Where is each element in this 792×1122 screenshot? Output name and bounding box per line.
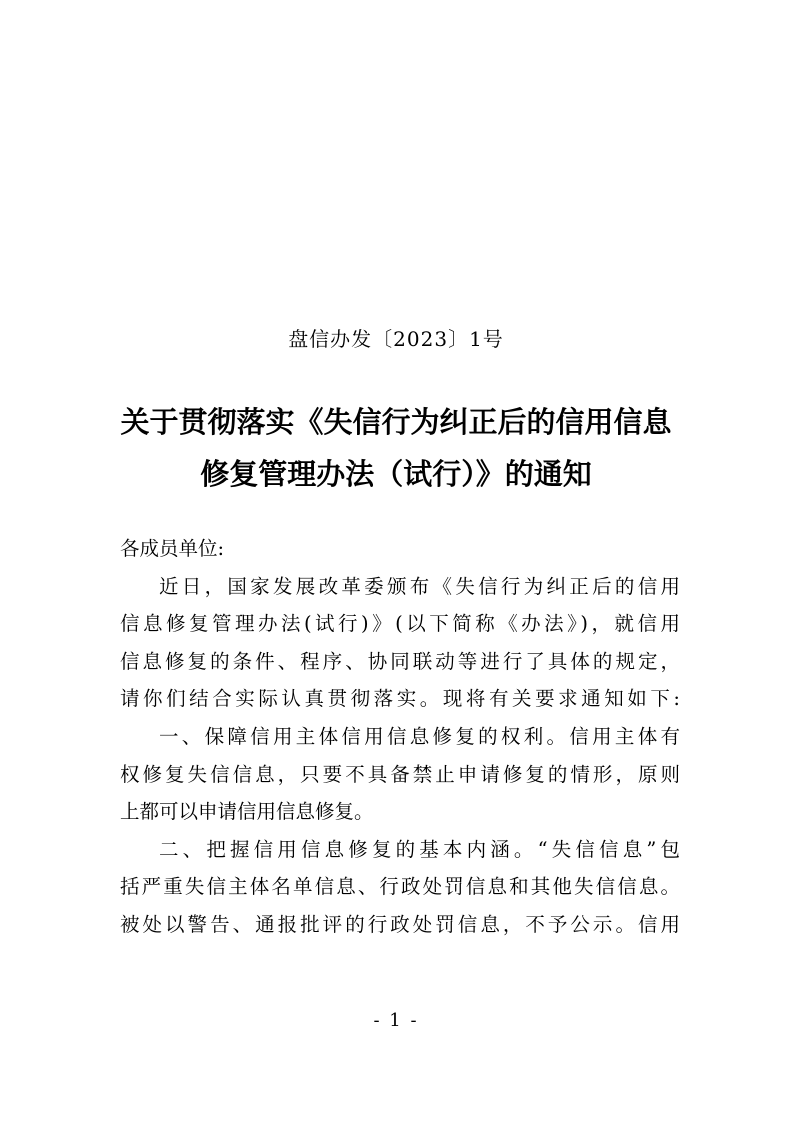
title-line-2: 修复管理办法（试行）》的通知 [200, 457, 592, 491]
title-line-1: 关于贯彻落实《失信行为纠正后的信用信息 [120, 405, 672, 439]
paragraph-line: 请你们结合实际认真贯彻落实。现将有关要求通知如下: [120, 687, 680, 711]
page-number: - 1 - [373, 1010, 419, 1031]
document-body [120, 530, 680, 944]
paragraph-line: 一、保障信用主体信用信息修复的权利。信用主体有 [159, 724, 680, 748]
paragraph-line: 上都可以申请信用信息修复。 [120, 800, 374, 824]
paragraph-line: 信息修复的条件、程序、协同联动等进行了具体的规定， [120, 649, 680, 673]
paragraph-line: 括严重失信主体名单信息、行政处罚信息和其他失信信息。 [120, 875, 680, 899]
document-title [100, 396, 692, 500]
paragraph-line: 权修复失信信息，只要不具备禁止申请修复的情形，原则 [120, 762, 680, 786]
paragraph-line: 信息修复管理办法(试行)》(以下简称《办法》)，就信用 [120, 612, 680, 636]
addressee: 各成员单位: [120, 537, 225, 560]
paragraph-line: 被处以警告、通报批评的行政处罚信息，不予公示。信用 [120, 912, 680, 936]
document-number: 盘信办发〔2023〕1号 [288, 327, 504, 351]
paragraph-line: 近日，国家发展改革委颁布《失信行为纠正后的信用 [159, 574, 680, 598]
paragraph-line: 二、把握信用信息修复的基本内涵。“失信信息”包 [159, 837, 680, 861]
